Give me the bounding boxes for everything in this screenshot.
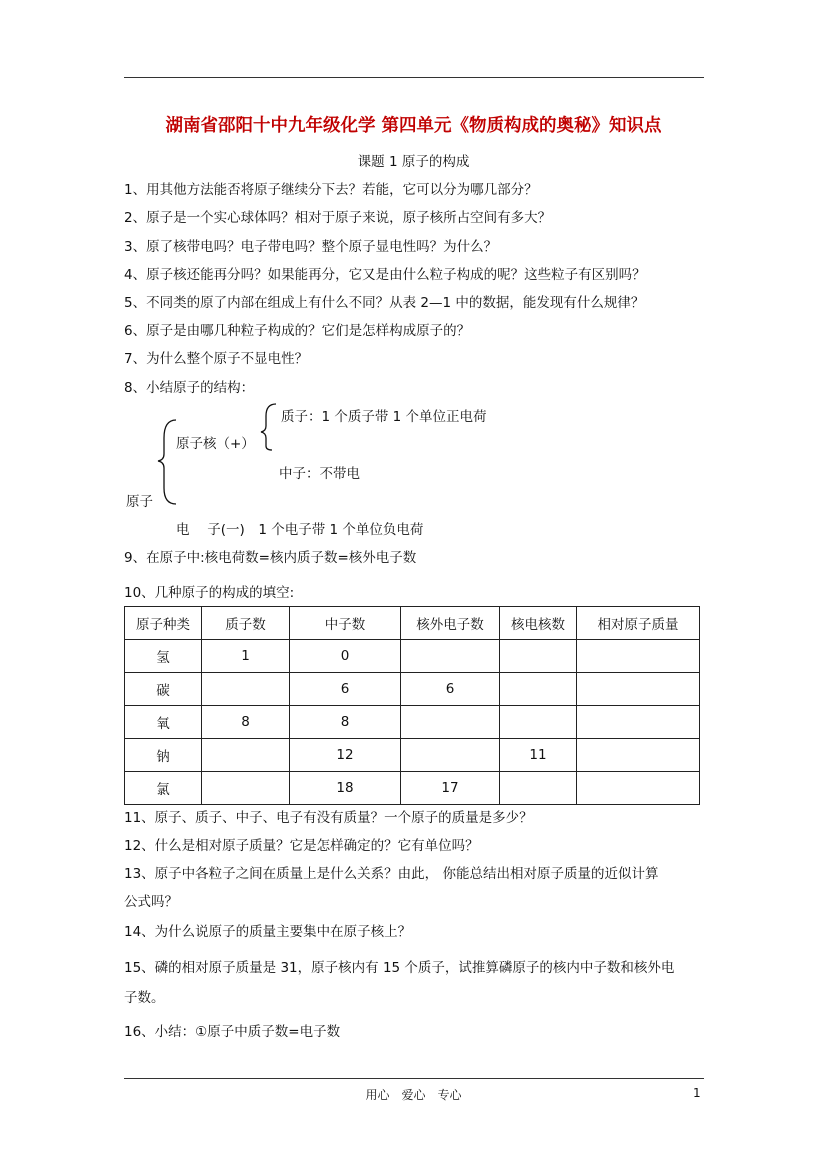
question-13-line-1: 13、原子中各粒子之间在质量上是什么关系？由此， 你能总结出相对原子质量的近似计算 <box>124 866 659 882</box>
question-2: 2、原子是一个实心球体吗？相对于原子来说，原子核所占空间有多大？ <box>124 210 552 226</box>
page-footer: 用心 爱心 专心 <box>365 1088 462 1102</box>
header-rule <box>124 77 704 78</box>
header-electrons: 核外电子数 <box>401 607 500 640</box>
table-cell: 12 <box>290 739 401 772</box>
table-header-row <box>125 607 700 640</box>
structure-braces <box>150 398 290 510</box>
table-cell <box>500 706 577 739</box>
nucleus-brace <box>261 404 276 450</box>
table-cell: 18 <box>290 772 401 805</box>
table-row <box>125 739 700 772</box>
question-16: 16、小结：①原子中质子数=电子数 <box>124 1024 341 1040</box>
table-cell <box>401 640 500 673</box>
question-5: 5、不同类的原了内部在组成上有什么不同？从表 2—1 中的数据，能发现有什么规律？ <box>124 295 645 311</box>
table-cell <box>577 772 700 805</box>
table-cell: 钠 <box>125 739 202 772</box>
table-cell: 8 <box>202 706 290 739</box>
table-cell: 6 <box>290 673 401 706</box>
table-cell: 氧 <box>125 706 202 739</box>
table-cell <box>500 673 577 706</box>
table-cell <box>577 739 700 772</box>
nucleus-label: 原子核（+） <box>176 436 255 452</box>
header-protons: 质子数 <box>202 607 290 640</box>
header-neutrons: 中子数 <box>290 607 401 640</box>
table-cell: 17 <box>401 772 500 805</box>
table-cell <box>202 673 290 706</box>
atom-brace <box>158 420 176 504</box>
neutron-note: 中子：不带电 <box>279 466 360 482</box>
header-nuclear-charge: 核电核数 <box>500 607 577 640</box>
table-cell <box>500 640 577 673</box>
document-title: 湖南省邵阳十中九年级化学 第四单元《物质构成的奥秘》知识点 <box>165 116 662 136</box>
table-cell <box>202 739 290 772</box>
question-9: 9、在原子中:核电荷数=核内质子数=核外电子数 <box>124 550 417 566</box>
table-cell <box>577 640 700 673</box>
question-15-line-2: 子数。 <box>124 990 165 1006</box>
electron-note: 电 子(一) 1 个电子带 1 个单位负电荷 <box>176 522 424 538</box>
question-13-line-2: 公式吗？ <box>124 894 178 910</box>
table-cell: 碳 <box>125 673 202 706</box>
table-cell <box>577 706 700 739</box>
table-cell: 氯 <box>125 772 202 805</box>
atom-label: 原子 <box>126 494 153 510</box>
table-row <box>125 640 700 673</box>
footer-rule <box>124 1078 704 1079</box>
table-cell: 1 <box>202 640 290 673</box>
table-cell <box>500 772 577 805</box>
question-4: 4、原子核还能再分吗？如果能再分，它又是由什么粒子构成的呢？这些粒子有区别吗？ <box>124 267 646 283</box>
table-cell: 氢 <box>125 640 202 673</box>
question-8: 8、小结原子的结构： <box>124 380 255 396</box>
question-1: 1、用其他方法能否将原子继续分下去？若能，它可以分为哪几部分？ <box>124 182 538 198</box>
header-relative-mass: 相对原子质量 <box>577 607 700 640</box>
table-cell: 6 <box>401 673 500 706</box>
proton-note: 质子：1 个质子带 1 个单位正电荷 <box>281 409 487 425</box>
question-11: 11、原子、质子、中子、电子有没有质量？一个原子的质量是多少？ <box>124 810 533 826</box>
question-14: 14、为什么说原子的质量主要集中在原子核上？ <box>124 924 412 940</box>
table-cell <box>401 739 500 772</box>
atom-composition-table <box>124 606 700 805</box>
table-cell <box>401 706 500 739</box>
question-3: 3、原了核带电吗？电子带电吗？整个原子显电性吗？为什么？ <box>124 239 498 255</box>
header-atom-type: 原子种类 <box>125 607 202 640</box>
table-row <box>125 772 700 805</box>
question-6: 6、原子是由哪几种粒子构成的？它们是怎样构成原子的？ <box>124 323 471 339</box>
page-number: 1 <box>693 1086 701 1100</box>
lesson-subtitle: 课题 1 原子的构成 <box>357 154 470 170</box>
table-cell <box>202 772 290 805</box>
table-cell: 11 <box>500 739 577 772</box>
question-12: 12、什么是相对原子质量？它是怎样确定的？它有单位吗？ <box>124 838 479 854</box>
question-7: 7、为什么整个原子不显电性？ <box>124 351 309 367</box>
question-10: 10、几种原子的构成的填空: <box>124 585 295 601</box>
table-row <box>125 673 700 706</box>
table-cell <box>577 673 700 706</box>
question-15-line-1: 15、磷的相对原子质量是 31，原子核内有 15 个质子，试推算磷原子的核内中子数和核外电 <box>124 960 675 976</box>
table-row <box>125 706 700 739</box>
table-cell: 8 <box>290 706 401 739</box>
table-cell: 0 <box>290 640 401 673</box>
